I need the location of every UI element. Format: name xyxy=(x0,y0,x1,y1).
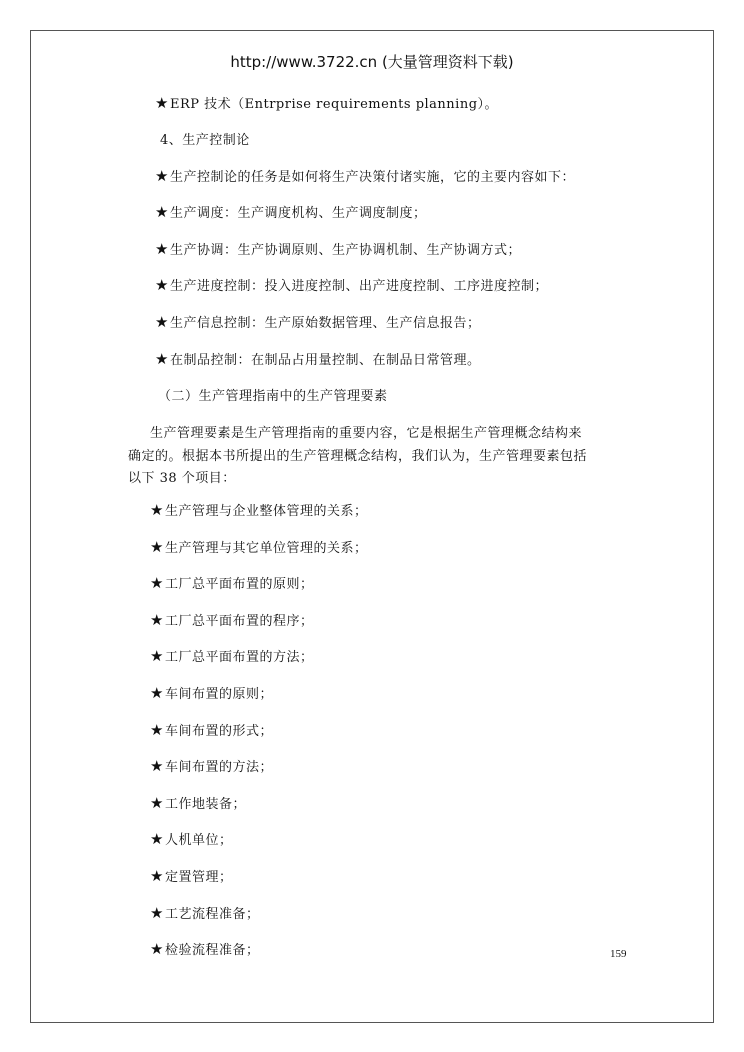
paragraph-line-3: 以下 38 个项目： xyxy=(128,471,236,486)
page-number: 159 xyxy=(610,948,627,960)
text-line xyxy=(155,275,548,294)
list-item-label: 检验流程准备； xyxy=(164,943,260,959)
list-item-label: 工厂总平面布置的原则； xyxy=(164,577,314,593)
text-line xyxy=(155,202,426,221)
text-line-label: 4、生产控制论 xyxy=(160,133,250,148)
star-icon: ★ xyxy=(150,610,164,629)
text-line-label: ERP 技术（Entrprise requirements planning）。 xyxy=(169,97,499,112)
list-item-label: 车间布置的形式； xyxy=(164,723,273,739)
star-icon: ★ xyxy=(155,167,169,185)
text-line xyxy=(155,349,480,368)
text-line-label: 生产控制论的任务是如何将生产决策付诸实施，它的主要内容如下： xyxy=(169,170,575,185)
text-line xyxy=(155,93,498,112)
star-icon: ★ xyxy=(150,720,164,739)
text-line xyxy=(158,385,388,404)
page-header-url[interactable]: http://www.3722.cn (大量管理资料下载) xyxy=(230,53,514,71)
list-item-label: 定置管理； xyxy=(164,870,233,885)
star-icon: ★ xyxy=(150,501,164,519)
list-item-label: 车间布置的原则； xyxy=(164,687,273,702)
list-item xyxy=(150,537,367,556)
star-icon: ★ xyxy=(155,313,169,331)
text-line-label: 生产信息控制：生产原始数据管理、生产信息报告； xyxy=(169,316,481,331)
list-item-label: 人机单位； xyxy=(164,833,233,849)
star-icon: ★ xyxy=(150,903,164,922)
text-line-label: 在制品控制：在制品占用量控制、在制品日常管理。 xyxy=(169,353,481,368)
text-line xyxy=(160,129,250,148)
list-item-label: 工厂总平面布置的方法； xyxy=(164,650,314,666)
star-icon: ★ xyxy=(155,203,169,221)
intro-paragraph xyxy=(150,423,645,445)
list-item xyxy=(150,903,259,922)
star-icon: ★ xyxy=(150,867,164,885)
star-icon: ★ xyxy=(150,757,164,776)
paragraph-line-2: 确定的。根据本书所提出的生产管理概念结构，我们认为，生产管理要素包括 xyxy=(128,449,588,464)
list-item xyxy=(150,939,259,958)
star-icon: ★ xyxy=(150,684,164,702)
list-item-label: 生产管理与其它单位管理的关系； xyxy=(164,540,368,556)
star-icon: ★ xyxy=(150,793,164,812)
text-line-label: 生产协调：生产协调原则、生产协调机制、生产协调方式； xyxy=(169,243,521,258)
text-line-label: 生产调度：生产调度机构、生产调度制度； xyxy=(169,206,427,221)
star-icon: ★ xyxy=(155,350,169,368)
star-icon: ★ xyxy=(150,537,164,556)
text-line xyxy=(155,239,521,258)
list-item xyxy=(150,866,232,885)
list-item xyxy=(150,756,273,775)
list-item xyxy=(150,610,313,629)
star-icon: ★ xyxy=(155,94,169,112)
list-item xyxy=(150,720,273,739)
text-line xyxy=(155,166,575,185)
star-icon: ★ xyxy=(155,276,169,294)
list-item xyxy=(150,793,246,812)
list-item xyxy=(150,573,313,592)
list-item xyxy=(150,683,273,702)
text-line-label: 生产进度控制：投入进度控制、出产进度控制、工序进度控制； xyxy=(169,279,548,294)
list-item-label: 工艺流程准备； xyxy=(164,906,260,922)
star-icon: ★ xyxy=(150,830,164,849)
list-item xyxy=(150,829,232,848)
list-item xyxy=(150,646,313,665)
star-icon: ★ xyxy=(150,647,164,666)
star-icon: ★ xyxy=(155,240,169,258)
list-item-label: 车间布置的方法； xyxy=(164,760,273,776)
list-item-label: 生产管理与企业整体管理的关系； xyxy=(164,504,368,519)
list-item xyxy=(150,500,367,519)
list-item-label: 工厂总平面布置的程序； xyxy=(164,613,314,629)
list-item-label: 工作地装备； xyxy=(164,796,246,812)
paragraph-line-1: 生产管理要素是生产管理指南的重要内容，它是根据生产管理概念结构来 xyxy=(150,426,583,441)
text-line-label: （二）生产管理指南中的生产管理要素 xyxy=(158,389,388,404)
star-icon: ★ xyxy=(150,940,164,959)
text-line xyxy=(155,312,480,331)
star-icon: ★ xyxy=(150,574,164,593)
